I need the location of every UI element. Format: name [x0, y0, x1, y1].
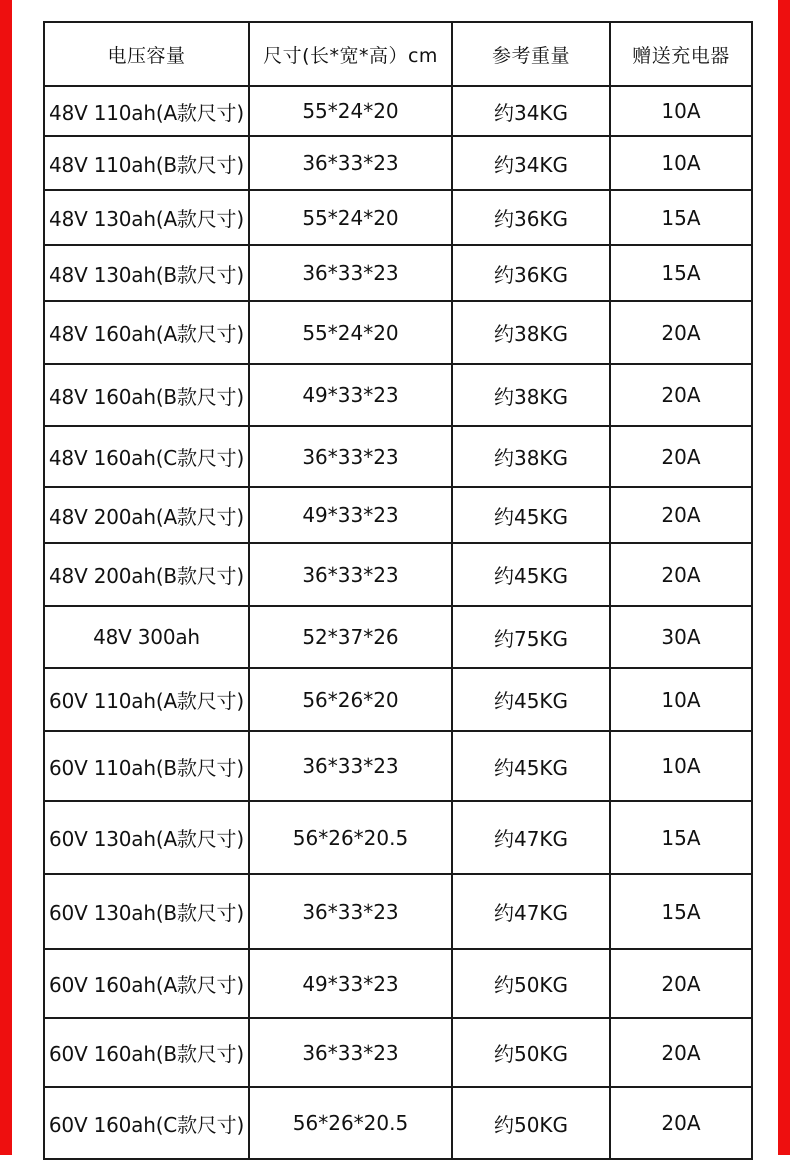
table-row: [44, 426, 752, 487]
cell-capacity: 48V 160ah(C款尺寸): [44, 426, 249, 487]
table-row: [44, 190, 752, 245]
cell-size: 49*33*23: [249, 487, 452, 543]
cell-capacity: 60V 110ah(A款尺寸): [44, 668, 249, 731]
cell-charger: 20A: [610, 364, 752, 426]
cell-weight: 约75KG: [452, 606, 610, 668]
table-row: [44, 301, 752, 364]
cell-charger: 10A: [610, 136, 752, 190]
cell-capacity: 48V 200ah(A款尺寸): [44, 487, 249, 543]
cell-size: 36*33*23: [249, 426, 452, 487]
cell-charger: 30A: [610, 606, 752, 668]
cell-charger: 10A: [610, 668, 752, 731]
cell-size: 56*26*20.5: [249, 1087, 452, 1159]
cell-weight: 约34KG: [452, 136, 610, 190]
header-charger: 赠送充电器: [610, 22, 752, 86]
cell-capacity: 60V 160ah(B款尺寸): [44, 1018, 249, 1087]
cell-capacity: 48V 110ah(B款尺寸): [44, 136, 249, 190]
cell-charger: 15A: [610, 245, 752, 301]
cell-capacity: 60V 160ah(A款尺寸): [44, 949, 249, 1018]
table-row: [44, 86, 752, 136]
table-row: [44, 668, 752, 731]
cell-size: 36*33*23: [249, 245, 452, 301]
cell-charger: 20A: [610, 426, 752, 487]
cell-size: 36*33*23: [249, 1018, 452, 1087]
cell-size: 36*33*23: [249, 731, 452, 801]
table-row: [44, 543, 752, 606]
header-capacity: 电压容量: [44, 22, 249, 86]
cell-capacity: 60V 130ah(B款尺寸): [44, 874, 249, 949]
cell-size: 36*33*23: [249, 874, 452, 949]
cell-charger: 20A: [610, 1087, 752, 1159]
table-row: [44, 801, 752, 874]
cell-weight: 约45KG: [452, 543, 610, 606]
table-row: [44, 1087, 752, 1159]
table-row: [44, 731, 752, 801]
left-red-border: [0, 0, 12, 1155]
cell-capacity: 60V 110ah(B款尺寸): [44, 731, 249, 801]
table-row: [44, 874, 752, 949]
cell-charger: 20A: [610, 543, 752, 606]
cell-weight: 约38KG: [452, 426, 610, 487]
cell-capacity: 48V 110ah(A款尺寸): [44, 86, 249, 136]
cell-charger: 20A: [610, 1018, 752, 1087]
table-row: [44, 364, 752, 426]
header-size: 尺寸(长*宽*高）cm: [249, 22, 452, 86]
cell-size: 55*24*20: [249, 301, 452, 364]
table-body: [44, 86, 752, 1159]
cell-weight: 约45KG: [452, 668, 610, 731]
cell-charger: 20A: [610, 301, 752, 364]
cell-capacity: 48V 130ah(A款尺寸): [44, 190, 249, 245]
cell-size: 55*24*20: [249, 190, 452, 245]
table-row: [44, 487, 752, 543]
table-row: [44, 1018, 752, 1087]
cell-weight: 约50KG: [452, 949, 610, 1018]
cell-size: 52*37*26: [249, 606, 452, 668]
cell-weight: 约45KG: [452, 487, 610, 543]
cell-size: 56*26*20: [249, 668, 452, 731]
cell-weight: 约34KG: [452, 86, 610, 136]
cell-capacity: 48V 200ah(B款尺寸): [44, 543, 249, 606]
cell-weight: 约47KG: [452, 874, 610, 949]
cell-charger: 10A: [610, 731, 752, 801]
cell-capacity: 48V 160ah(B款尺寸): [44, 364, 249, 426]
table-row: [44, 606, 752, 668]
cell-weight: 约50KG: [452, 1087, 610, 1159]
table-row: [44, 136, 752, 190]
cell-weight: 约50KG: [452, 1018, 610, 1087]
cell-charger: 15A: [610, 190, 752, 245]
cell-charger: 15A: [610, 874, 752, 949]
cell-size: 55*24*20: [249, 86, 452, 136]
cell-weight: 约36KG: [452, 245, 610, 301]
cell-size: 56*26*20.5: [249, 801, 452, 874]
cell-size: 36*33*23: [249, 136, 452, 190]
cell-charger: 20A: [610, 487, 752, 543]
right-red-border: [778, 0, 790, 1155]
table-header-row: [44, 22, 752, 86]
cell-charger: 15A: [610, 801, 752, 874]
cell-capacity: 48V 300ah: [44, 606, 249, 668]
cell-capacity: 48V 160ah(A款尺寸): [44, 301, 249, 364]
battery-spec-table: [43, 21, 753, 1160]
cell-weight: 约36KG: [452, 190, 610, 245]
cell-size: 36*33*23: [249, 543, 452, 606]
cell-weight: 约38KG: [452, 301, 610, 364]
cell-weight: 约45KG: [452, 731, 610, 801]
cell-charger: 20A: [610, 949, 752, 1018]
cell-capacity: 60V 130ah(A款尺寸): [44, 801, 249, 874]
cell-size: 49*33*23: [249, 949, 452, 1018]
cell-size: 49*33*23: [249, 364, 452, 426]
cell-weight: 约38KG: [452, 364, 610, 426]
table-row: [44, 245, 752, 301]
cell-capacity: 60V 160ah(C款尺寸): [44, 1087, 249, 1159]
header-weight: 参考重量: [452, 22, 610, 86]
table-row: [44, 949, 752, 1018]
cell-charger: 10A: [610, 86, 752, 136]
cell-capacity: 48V 130ah(B款尺寸): [44, 245, 249, 301]
cell-weight: 约47KG: [452, 801, 610, 874]
